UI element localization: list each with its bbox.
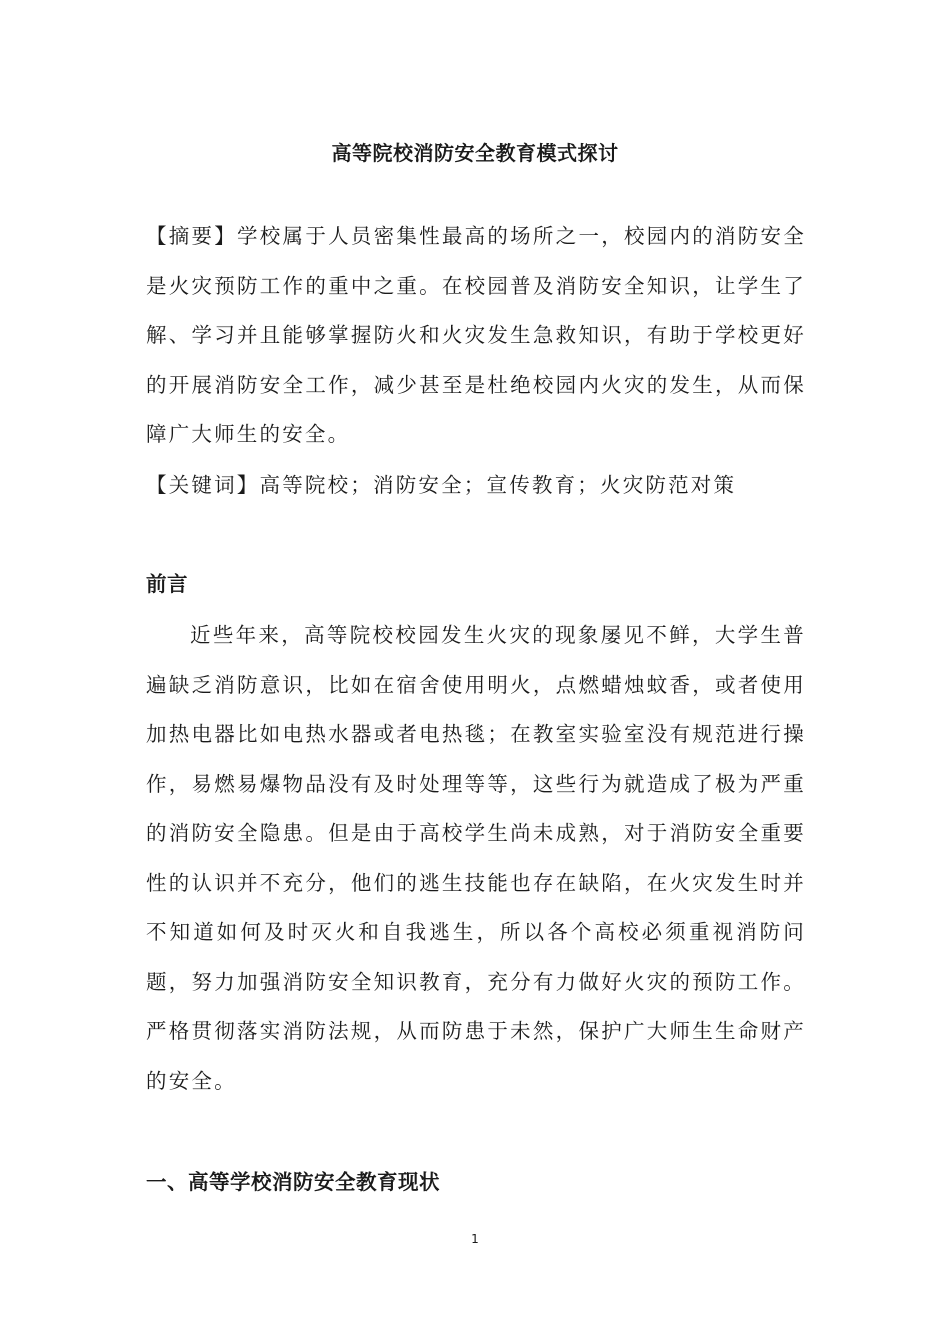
page-number: 1 xyxy=(471,1232,479,1246)
section-heading: 一、高等学校消防安全教育现状 xyxy=(146,1170,440,1194)
keywords-line: 【关键词】高等院校；消防安全；宣传教育；火灾防范对策 xyxy=(146,473,737,497)
preface-paragraph: 近些年来，高等院校校园发生火灾的现象屡见不鲜，大学生普遍缺乏消防意识，比如在宿舍使用明火，点燃蜡烛蚊香，或者使用加热电器比如电热水器或者电热毯；在教室实验室没有规范进行操作，易燃易爆物品没有及时处理等等，这些行为就造成了极为严重的消防安全隐患。但是由于高校学生尚未成熟，对于消防安全重要性的认识并不充分，他们的逃生技能也存在缺陷，在火灾发生时并不知道如何及时灭火和自我逃生，所以各个高校必须重视消防问题，努力加强消防安全知识教育，充分有力做好火灾的预防工作。严格贯彻落实消防法规，从而防患于未然，保护广大师生生命财产的安全。 xyxy=(146,623,806,1093)
preface-heading: 前言 xyxy=(146,572,188,596)
abstract-paragraph: 【摘要】学校属于人员密集性最高的场所之一，校园内的消防安全是火灾预防工作的重中之重。在校园普及消防安全知识，让学生了解、学习并且能够掌握防火和火灾发生急救知识，有助于学校更好的开展消防安全工作，减少甚至是杜绝校园内火灾的发生，从而保障广大师生的安全。 xyxy=(146,224,806,446)
document-title: 高等院校消防安全教育模式探讨 xyxy=(331,141,619,165)
